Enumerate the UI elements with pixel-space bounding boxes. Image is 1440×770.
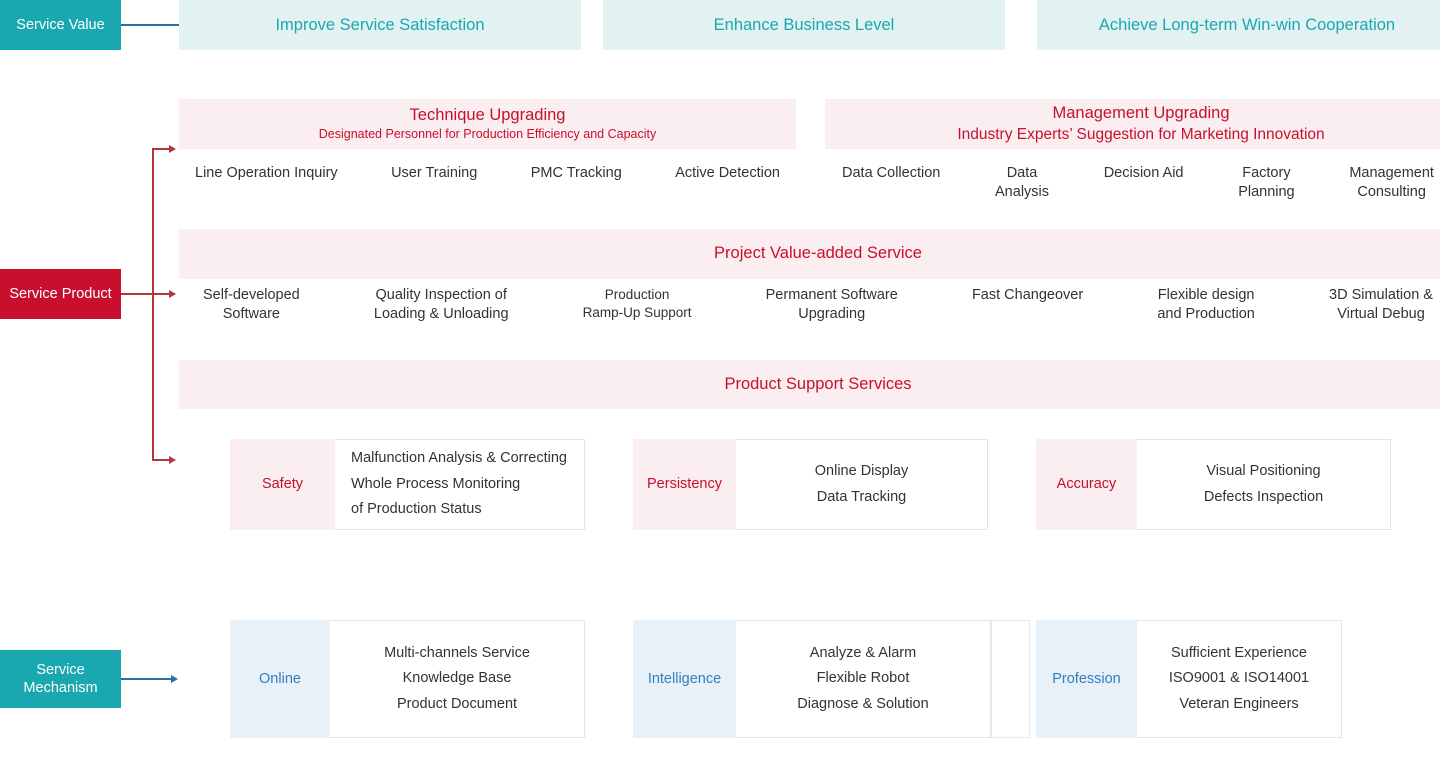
- support-card-safety-key: Safety: [230, 439, 335, 530]
- support-card-safety: [230, 439, 585, 530]
- mechanism-card-online-key: Online: [230, 620, 330, 738]
- support-card-value: Whole Process Monitoring: [351, 475, 521, 492]
- technique-upgrading-header: [179, 99, 796, 149]
- service-value-box-3: [1037, 0, 1440, 50]
- support-card-persistency-key: Persistency: [633, 439, 736, 530]
- management-upgrading-header: [825, 99, 1440, 149]
- value-added-item: Quality Inspection of Loading & Unloading: [373, 287, 509, 322]
- support-card-value: of Production Status: [351, 501, 482, 518]
- rail-label-service-product: [0, 269, 121, 319]
- support-card-value: Defects Inspection: [1203, 488, 1324, 505]
- service-value-box-1: [179, 0, 581, 50]
- service-value-box-2-label: Enhance Business Level: [713, 15, 895, 34]
- mechanism-card-value: Multi-channels Service: [384, 644, 530, 661]
- management-upgrading-items: [828, 164, 1440, 202]
- value-added-service-title: Project Value-added Service: [714, 244, 922, 263]
- service-value-box-3-label: Achieve Long-term Win-win Cooperation: [1098, 15, 1396, 34]
- support-card-persistency: [633, 439, 988, 530]
- mechanism-card-intelligence-values: [736, 620, 991, 738]
- mechanism-card-value: Veteran Engineers: [1179, 695, 1299, 712]
- technique-item: Active Detection: [675, 165, 780, 181]
- support-card-accuracy-values: [1137, 439, 1391, 530]
- support-card-accuracy-key: Accuracy: [1036, 439, 1137, 530]
- value-added-service-header: [179, 229, 1440, 279]
- technique-upgrading-items: [179, 164, 796, 183]
- support-card-value: Data Tracking: [816, 488, 907, 505]
- mechanism-card-profession-values: [1137, 620, 1342, 738]
- value-added-item: Production Ramp-Up Support: [582, 287, 692, 320]
- mechanism-card-online: [230, 620, 585, 738]
- connector-branch-technique: [152, 148, 170, 150]
- technique-upgrading-title: Technique Upgrading: [409, 105, 566, 124]
- rail-label-service-mechanism-text: Service Mechanism: [23, 661, 98, 696]
- mechanism-card-online-values: [330, 620, 585, 738]
- arrow-icon-product-support: [169, 456, 176, 464]
- value-added-item: 3D Simulation & Virtual Debug: [1329, 287, 1433, 322]
- connector-branch-product-support: [152, 459, 170, 461]
- product-support-services-header: [179, 360, 1440, 409]
- mechanism-card-value: ISO9001 & ISO14001: [1168, 670, 1310, 687]
- value-added-item: Self-developed Software: [203, 287, 300, 322]
- rail-label-service-product-text: Service Product: [9, 285, 112, 302]
- rail-label-service-mechanism: [0, 650, 121, 708]
- technique-item: PMC Tracking: [530, 165, 622, 181]
- mechanism-card-profession: [1036, 620, 1342, 738]
- arrow-icon-technique: [169, 145, 176, 153]
- mechanism-card-value: Product Document: [396, 695, 518, 712]
- support-card-value: Malfunction Analysis & Correcting: [351, 450, 567, 467]
- support-card-value: Online Display: [814, 463, 909, 480]
- mechanism-card-value: Analyze & Alarm: [809, 644, 917, 661]
- arrow-icon-value-added: [169, 290, 176, 298]
- value-added-service-items: [179, 286, 1440, 324]
- management-item: Decision Aid: [1103, 165, 1184, 181]
- service-value-box-1-label: Improve Service Satisfaction: [275, 15, 485, 34]
- value-added-item: Flexible design and Production: [1157, 287, 1255, 322]
- management-upgrading-title: Management Upgrading: [1052, 104, 1230, 123]
- mechanism-card-value: Flexible Robot: [816, 670, 910, 687]
- support-card-persistency-values: [736, 439, 988, 530]
- service-value-box-2: [603, 0, 1005, 50]
- technique-item: User Training: [391, 165, 478, 181]
- management-upgrading-subtitle: Industry Experts’ Suggestion for Marketing Innovation: [957, 125, 1325, 143]
- mechanism-card-value: Sufficient Experience: [1171, 644, 1307, 661]
- technique-upgrading-subtitle: Designated Personnel for Production Efficiency and Capacity: [318, 127, 657, 142]
- mechanism-card-value: Knowledge Base: [402, 670, 512, 687]
- rail-label-service-value: [0, 0, 121, 50]
- connector-service-value: [121, 24, 179, 26]
- technique-item: Line Operation Inquiry: [195, 165, 338, 181]
- mechanism-card-intelligence-key: Intelligence: [633, 620, 736, 738]
- support-card-accuracy: [1036, 439, 1391, 530]
- connector-service-mechanism: [121, 678, 172, 680]
- management-item: Management Consulting: [1349, 165, 1434, 200]
- management-item: Data Analysis: [995, 165, 1050, 200]
- connector-service-product-stem: [121, 293, 153, 295]
- rail-label-service-value-text: Service Value: [16, 16, 105, 33]
- arrow-icon-service-mechanism: [171, 675, 178, 683]
- value-added-item: Permanent Software Upgrading: [765, 287, 898, 322]
- mechanism-card-value: Diagnose & Solution: [797, 695, 929, 712]
- mechanism-card-profession-key: Profession: [1036, 620, 1137, 738]
- connector-branch-value-added: [152, 293, 170, 295]
- mechanism-card-spacer: [991, 620, 1030, 738]
- support-card-value: Visual Positioning: [1206, 463, 1321, 480]
- product-support-services-title: Product Support Services: [724, 374, 912, 393]
- connector-service-product-bracket: [152, 148, 154, 461]
- value-added-item: Fast Changeover: [971, 287, 1084, 303]
- support-card-safety-values: [335, 439, 585, 530]
- mechanism-card-intelligence: [633, 620, 991, 738]
- management-item: Factory Planning: [1238, 165, 1295, 200]
- management-item: Data Collection: [842, 165, 941, 181]
